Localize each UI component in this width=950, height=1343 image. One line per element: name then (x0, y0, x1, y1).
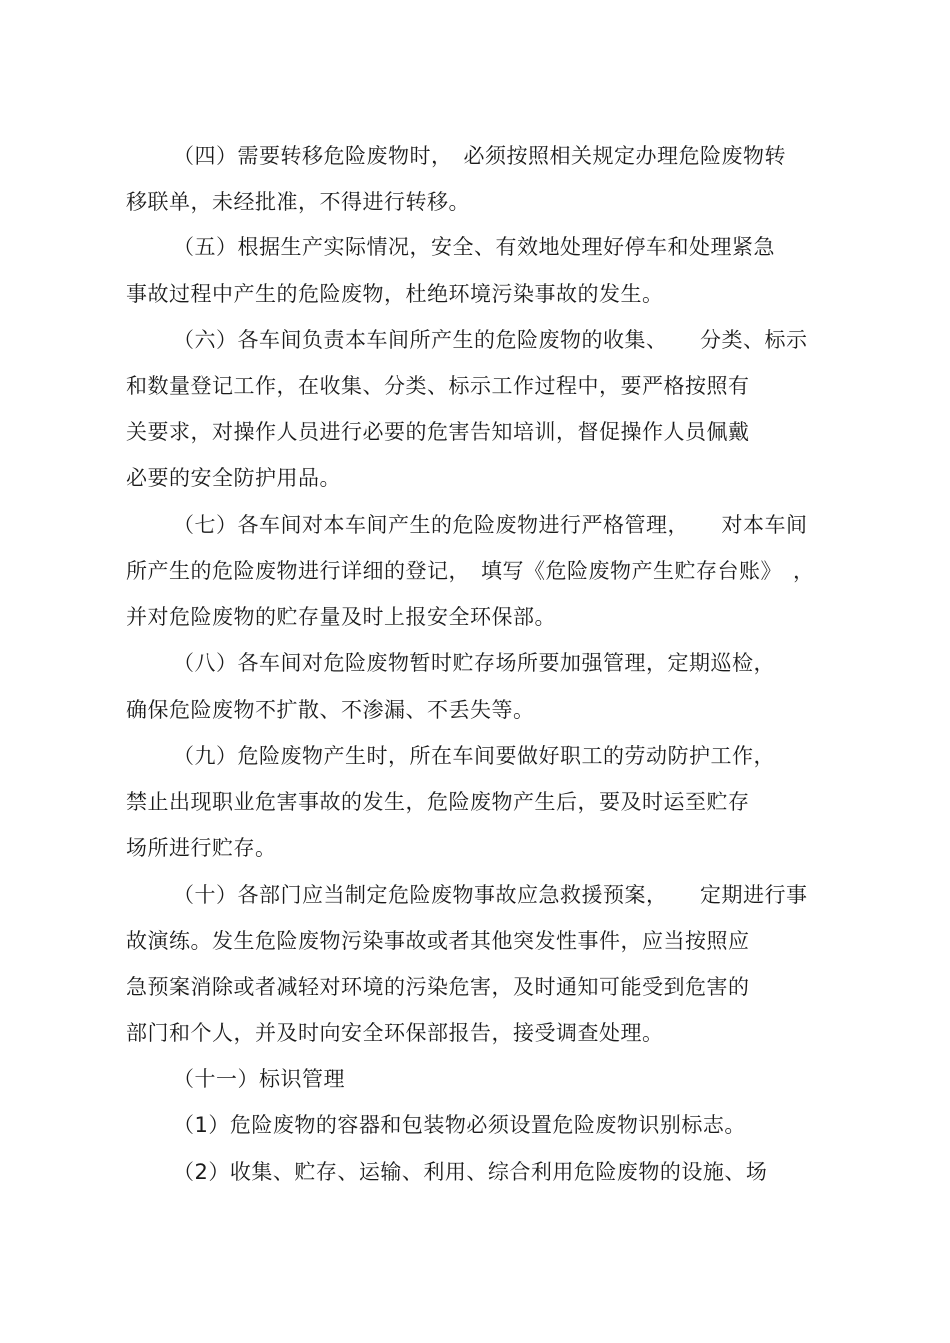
paragraph-4-line-1: （四）需要转移危险废物时， 必须按照相关规定办理危险废物转 (173, 144, 786, 168)
paragraph-6-line-4: 必要的安全防护用品。 (126, 466, 341, 490)
paragraph-10-line-3: 急预案消除或者减轻对环境的污染危害，及时通知可能受到危害的 (126, 975, 750, 999)
paragraph-5-line-2: 事故过程中产生的危险废物，杜绝环境污染事故的发生。 (126, 282, 664, 306)
paragraph-6-line-1: （六）各车间负责本车间所产生的危险废物的收集、 分类、标示 (173, 328, 808, 352)
paragraph-9-line-2: 禁止出现职业危害事故的发生，危险废物产生后，要及时运至贮存 (126, 790, 750, 814)
paragraph-8-line-1: （八）各车间对危险废物暂时贮存场所要加强管理，定期巡检， (173, 651, 775, 675)
section-11-heading: （十一）标识管理 (173, 1067, 345, 1091)
paragraph-8-line-2: 确保危险废物不扩散、不渗漏、不丢失等。 (126, 698, 535, 722)
paragraph-7-line-1: （七）各车间对本车间产生的危险废物进行严格管理， 对本车间 (173, 513, 808, 537)
section-11-item-2: （2）收集、贮存、运输、利用、综合利用危险废物的设施、场 (173, 1160, 768, 1184)
paragraph-10-line-1: （十）各部门应当制定危险废物事故应急救援预案， 定期进行事 (173, 883, 808, 907)
paragraph-10-line-2: 故演练。发生危险废物污染事故或者其他突发性事件，应当按照应 (126, 929, 750, 953)
section-11-item-1: （1）危险废物的容器和包装物必须设置危险废物识别标志。 (173, 1113, 746, 1137)
paragraph-7-line-3: 并对危险废物的贮存量及时上报安全环保部。 (126, 605, 556, 629)
paragraph-6-line-2: 和数量登记工作，在收集、分类、标示工作过程中，要严格按照有 (126, 374, 750, 398)
paragraph-5-line-1: （五）根据生产实际情况，安全、有效地处理好停车和处理紧急 (173, 235, 775, 259)
paragraph-7-line-2: 所产生的危险废物进行详细的登记， 填写《危险废物产生贮存台账》 ， (126, 559, 815, 583)
paragraph-9-line-3: 场所进行贮存。 (126, 836, 277, 860)
paragraph-10-line-4: 部门和个人，并及时向安全环保部报告，接受调查处理。 (126, 1021, 664, 1045)
paragraph-4-line-2: 移联单，未经批准，不得进行转移。 (126, 190, 470, 214)
paragraph-9-line-1: （九）危险废物产生时，所在车间要做好职工的劳动防护工作， (173, 744, 775, 768)
paragraph-6-line-3: 关要求，对操作人员进行必要的危害告知培训，督促操作人员佩戴 (126, 420, 750, 444)
